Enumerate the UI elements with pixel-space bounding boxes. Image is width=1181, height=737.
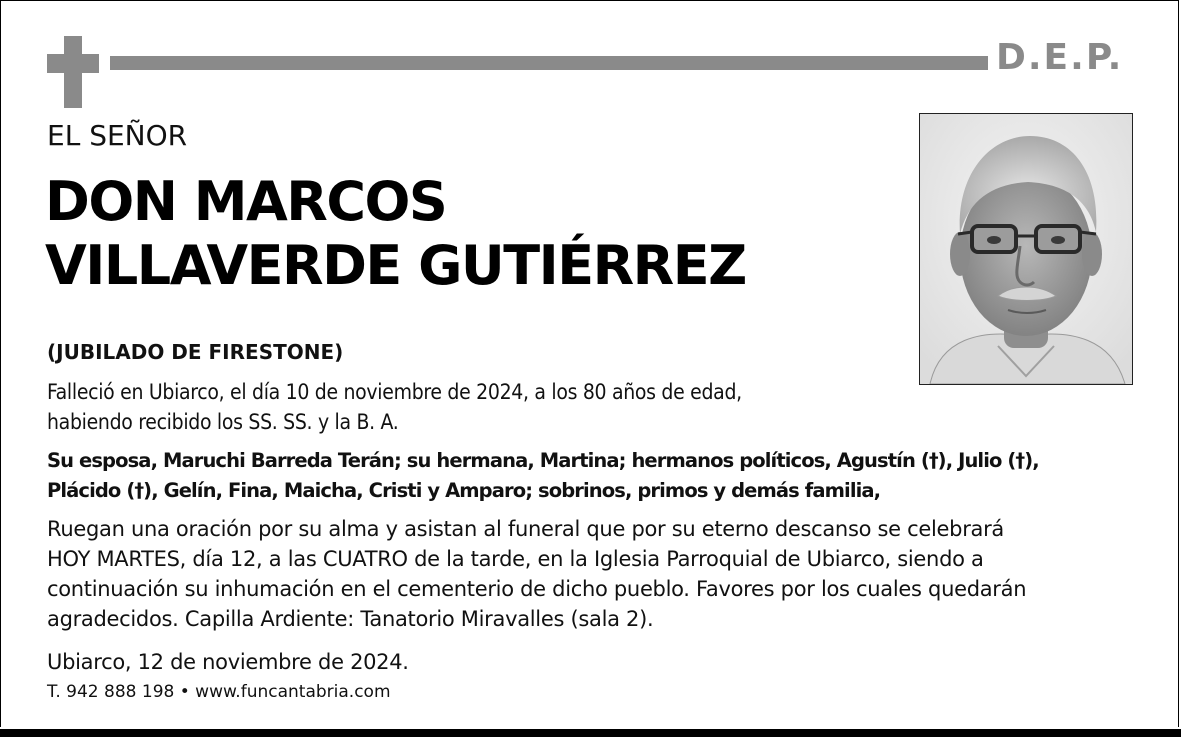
honorific-title: EL SEÑOR	[47, 119, 188, 152]
contact-info: T. 942 888 198 • www.funcantabria.com	[47, 682, 391, 702]
family-line: Su esposa, Maruchi Barreda Terán; su hermana, Martina; hermanos políticos, Agustín (†), Julio (†),	[47, 449, 1039, 472]
dateline: Ubiarco, 12 de noviembre de 2024.	[47, 650, 409, 674]
family-line: Plácido (†), Gelín, Fina, Maicha, Cristi y Amparo; sobrinos, primos y demás familia,	[47, 479, 881, 502]
deceased-name	[45, 170, 746, 298]
deceased-name-line2: VILLAVERDE GUTIÉRREZ	[45, 234, 746, 297]
header-rule	[110, 56, 988, 70]
bottom-border	[0, 729, 1181, 737]
family-list	[47, 446, 1157, 506]
funeral-line: agradecidos. Capilla Ardiente: Tanatorio Miravalles (sala 2).	[47, 607, 654, 631]
funeral-line: HOY MARTES, día 12, a las CUATRO de la tarde, en la Iglesia Parroquial de Ubiarco, siendo a	[47, 547, 984, 571]
occupation: (JUBILADO DE FIRESTONE)	[47, 340, 344, 364]
death-line: habiendo recibido los SS. SS. y la B. A.	[47, 410, 399, 434]
portrait-photo	[919, 113, 1133, 385]
funeral-line: continuación su inhumación en el cementerio de dicho pueblo. Favores por los cuales quedarán	[47, 577, 1027, 601]
deceased-name-line1: DON MARCOS	[45, 170, 447, 233]
cross-horizontal-bar	[47, 54, 99, 73]
dep-label: D.E.P.	[996, 37, 1124, 78]
death-announcement	[47, 377, 907, 437]
funeral-line: Ruegan una oración por su alma y asistan al funeral que por su eterno descanso se celebrará	[47, 517, 1004, 541]
death-line: Falleció en Ubiarco, el día 10 de noviembre de 2024, a los 80 años de edad,	[47, 380, 742, 404]
funeral-details	[47, 514, 1157, 634]
